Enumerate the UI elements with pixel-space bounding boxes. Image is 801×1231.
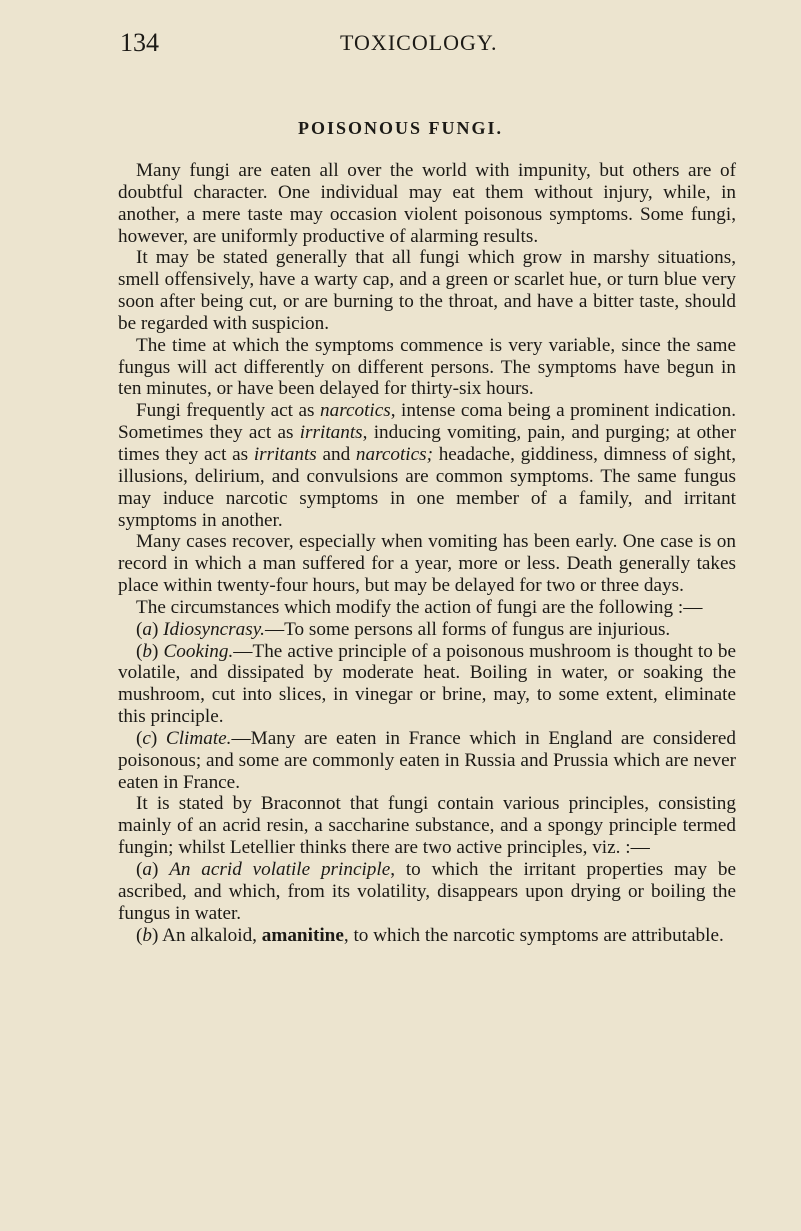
text-run: , intense coma being a prominent indication. Sometimes they act as	[118, 400, 736, 444]
page-number: 134	[120, 28, 159, 57]
text-run: )	[151, 640, 164, 662]
italic-text: a	[142, 618, 152, 640]
text-run: Many fungi are eaten all over the world with impunity, but others are of doubtful character. One individual may eat them without injury, while, in another, a mere taste may occasion violent poisonous symptoms. Some fungi, however, are uniformly productive of alarming results.	[118, 160, 736, 247]
paragraph	[118, 793, 736, 859]
italic-text: narcotics;	[355, 443, 433, 465]
text-run: (	[136, 640, 143, 662]
italic-text: Climate.	[165, 727, 232, 749]
italic-text: irritants	[299, 422, 363, 444]
text-run: )	[151, 859, 170, 880]
running-head	[120, 28, 740, 58]
text-run: (	[136, 618, 143, 640]
paragraph	[118, 925, 736, 947]
text-run: The circumstances which modify the action of fungi are the following :—	[136, 596, 703, 618]
paragraph	[118, 247, 736, 334]
text-run: , inducing vomiting, pain, and purging; at other times they act as	[118, 422, 736, 465]
italic-text: b	[142, 924, 152, 946]
text-run: )	[150, 727, 166, 749]
text-run: —To some persons all forms of fungus are injurious.	[264, 618, 671, 640]
text-run: Fungi frequently act as	[136, 400, 321, 422]
text-run: It may be stated generally that all fungi which grow in marshy situations, smell offensively, have a warty cap, and a green or scarlet hue, or turn blue very soon after being cut, or are burning to the throat, and have a bitter taste, should be regarded with suspicion.	[118, 247, 736, 334]
paragraph	[118, 531, 736, 597]
text-run: (	[136, 859, 143, 880]
paragraph	[118, 597, 736, 619]
paragraph	[118, 859, 736, 925]
text-run: (	[136, 924, 143, 946]
paragraph	[118, 641, 736, 728]
bold-text: amanitine	[261, 924, 344, 946]
text-run: The time at which the symptoms commence is very variable, since the same fungus will act differently on different persons. The symptoms have begun in ten minutes, or have been delayed for thirty-six hours.	[118, 334, 736, 400]
text-run: —Many are eaten in France which in England are considered poisonous; and some are commonly eaten in Russia and Prussia which are never eaten in France.	[118, 727, 736, 793]
text-run: It is stated by Braconnot that fungi contain various principles, consisting mainly of an acrid resin, a saccharine substance, and a spongy principle termed fungin; whilst Letellier thinks there are two active principles, viz. :—	[118, 793, 736, 859]
paragraph	[118, 728, 736, 794]
italic-text: Idiosyncrasy.	[163, 618, 265, 640]
italic-text: irritants	[253, 443, 317, 465]
italic-text: narcotics	[320, 400, 391, 422]
text-run: , to which the narcotic symptoms are attributable.	[343, 924, 724, 946]
paragraph	[118, 619, 736, 641]
paragraph	[118, 160, 736, 247]
text-run: , to which the irritant properties may be ascribed, and which, from its volatility, disappears upon drying or boiling the fungus in water.	[118, 859, 736, 924]
text-run: Many cases recover, especially when vomiting has been early. One case is on record in which a man suffered for a year, more or less. Death generally takes place within twenty-four hours, but may be delayed for two or three days.	[118, 531, 736, 597]
italic-text: c	[142, 727, 151, 749]
italic-text: An acrid volatile principle	[169, 859, 391, 880]
italic-text: b	[142, 640, 152, 662]
text-run: headache, giddiness, dimness of sight, illusions, delirium, and convulsions are common symptoms. The same fungus may induce narcotic symptoms in one member of a family, and irritant symptoms in another.	[118, 443, 736, 531]
italic-text: a	[142, 859, 152, 880]
text-run: ) An alkaloid,	[151, 924, 262, 946]
text-run: (	[136, 727, 143, 749]
italic-text: Cooking.	[163, 640, 234, 662]
body-text	[118, 160, 736, 946]
text-run: —The active principle of a poisonous mushroom is thought to be volatile, and dissipated by moderate heat. Boiling in water, or soaking the mushroom, cut into slices, in vinegar or brine, may, to some extent, eliminate this principle.	[118, 640, 737, 728]
running-title: TOXICOLOGY.	[340, 30, 498, 55]
text-run: and	[316, 443, 356, 465]
paragraph	[118, 335, 736, 401]
paragraph	[118, 400, 736, 531]
text-run: )	[151, 618, 164, 640]
section-heading: POISONOUS FUNGI.	[297, 118, 504, 138]
